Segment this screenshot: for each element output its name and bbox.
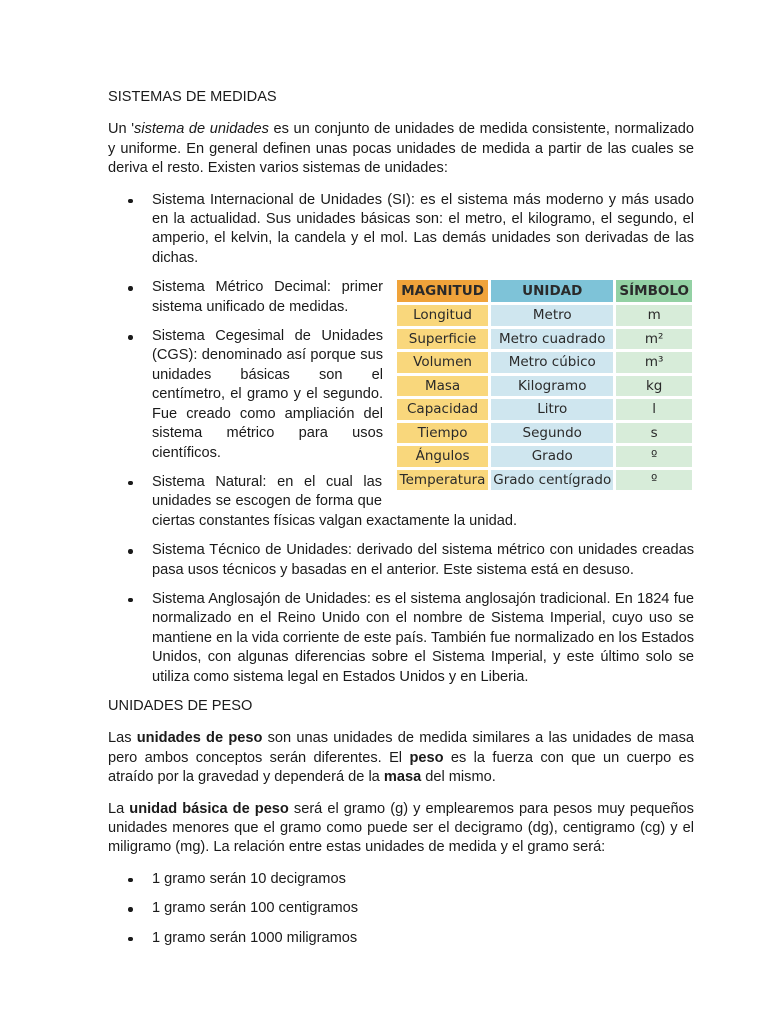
list-item: 1 gramo serán 10 decigramos	[108, 870, 694, 889]
cell-unidad: Metro	[491, 305, 613, 326]
cell-simbolo: º	[616, 470, 692, 491]
peso-paragraph-1: Las unidades de peso son unas unidades de medida similares a las unidades de masa pero ambos conceptos serán diferentes. El peso es la fuerza con que un cuerpo es atraído por la gravedad y dependerá de la masa del mismo.	[108, 730, 694, 786]
cell-unidad: Metro cúbico	[491, 352, 613, 373]
list-item: Sistema Métrico Decimal: primer sistema unificado de medidas.	[108, 278, 383, 317]
cell-unidad: Litro	[491, 399, 613, 420]
list-item: Sistema Cegesimal de Unidades (CGS): denominado así porque sus unidades básicas son el centímetro, el gramo y el segundo. Fue creado como ampliación del sistema métrico para usos científicos.	[108, 327, 383, 463]
list-item: Sistema Internacional de Unidades (SI): es el sistema más moderno y más usado en la actualidad. Sus unidades básicas son: el metro, el kilogramo, el segundo, el amperio, el kelvin, la candela y el mol. Las demás unidades son derivadas de las dichas.	[108, 191, 694, 269]
cell-simbolo: m²	[616, 329, 692, 350]
cell-magnitud: Volumen	[397, 352, 488, 373]
document-page	[108, 88, 694, 958]
cell-unidad: Grado	[491, 446, 613, 467]
list-item: Sistema Natural: en el cual las unidades se escogen de forma que ciertas constantes físicas valgan exactamente la unidad.	[108, 473, 694, 531]
cell-magnitud: Tiempo	[397, 423, 488, 444]
units-table	[394, 277, 695, 493]
cell-magnitud: Temperatura	[397, 470, 488, 491]
table-header-row	[397, 280, 692, 302]
table-row	[397, 329, 692, 350]
cell-simbolo: m	[616, 305, 692, 326]
table-row	[397, 446, 692, 467]
cell-unidad: Segundo	[491, 423, 613, 444]
cell-magnitud: Capacidad	[397, 399, 488, 420]
cell-magnitud: Longitud	[397, 305, 488, 326]
table-row	[397, 352, 692, 373]
table-row	[397, 423, 692, 444]
header-simbolo: SÍMBOLO	[616, 280, 692, 302]
cell-magnitud: Superficie	[397, 329, 488, 350]
cell-simbolo: l	[616, 399, 692, 420]
list-item: 1 gramo serán 100 centigramos	[108, 899, 694, 918]
cell-unidad: Metro cuadrado	[491, 329, 613, 350]
header-unidad: UNIDAD	[491, 280, 613, 302]
intro-paragraph: Un 'sistema de unidades es un conjunto de unidades de medida consistente, normalizado y uniforme. En general definen unas pocas unidades de medida a partir de las cuales se deriva el resto. Existen varios sistemas de unidades:	[108, 121, 694, 177]
header-magnitud: MAGNITUD	[397, 280, 488, 302]
cell-simbolo: m³	[616, 352, 692, 373]
list-item: Sistema Técnico de Unidades: derivado del sistema métrico con unidades creadas pasa usos técnicos y basadas en el anterior. Este sistema está en desuso.	[108, 541, 694, 580]
cell-magnitud: Masa	[397, 376, 488, 397]
list-item: 1 gramo serán 1000 miligramos	[108, 929, 694, 948]
table-row	[397, 399, 692, 420]
peso-paragraph-2: La unidad básica de peso será el gramo (g) y emplearemos para pesos muy pequeños unidades menores que el gramo como puede ser el decigramo (dg), centigramo (cg) y el miligramo (mg). La relación entre estas unidades de medida y el gramo será:	[108, 800, 694, 856]
table-row	[397, 376, 692, 397]
section-title-peso: UNIDADES DE PESO	[108, 697, 253, 714]
grams-list	[108, 870, 694, 948]
table-row	[397, 305, 692, 326]
cell-simbolo: kg	[616, 376, 692, 397]
cell-magnitud: Ángulos	[397, 446, 488, 467]
section-title-sistemas: SISTEMAS DE MEDIDAS	[108, 89, 277, 105]
intro-emphasis: sistema de unidades	[134, 121, 269, 138]
cell-unidad: Grado centígrado	[491, 470, 613, 491]
cell-simbolo: s	[616, 423, 692, 444]
cell-unidad: Kilogramo	[491, 376, 613, 397]
cell-simbolo: º	[616, 446, 692, 467]
table-row	[397, 470, 692, 491]
list-item: Sistema Anglosajón de Unidades: es el sistema anglosajón tradicional. En 1824 fue normalizado en el Reino Unido con el nombre de Sistema Imperial, cuyo uso se mantiene en la vida corriente de este país. También fue normalizado en los Estados Unidos, con algunas diferencias sobre el Sistema Imperial, y este último solo se utiliza como sistema legal en Estados Unidos y en Liberia.	[108, 590, 694, 687]
